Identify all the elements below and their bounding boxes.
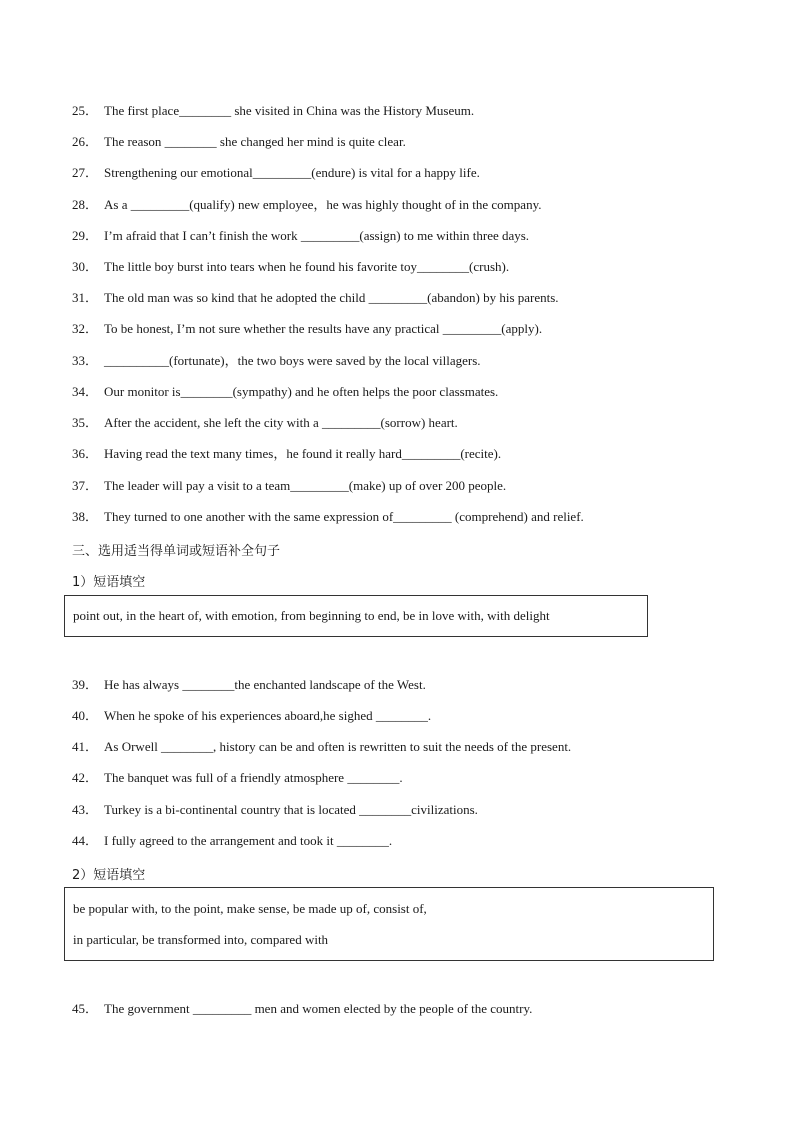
question-25: 25． The first place________ she visited in China was the History Museum. xyxy=(72,103,475,118)
question-45: 45． The government _________ men and women elected by the people of the country. xyxy=(72,1001,533,1016)
question-35: 35． After the accident, she left the city with a _________(sorrow) heart. xyxy=(72,415,458,430)
question-26: 26． The reason ________ she changed her mind is quite clear. xyxy=(72,134,406,149)
question-33: 33． __________(fortunate)，the two boys were saved by the local villagers. xyxy=(72,353,481,368)
question-42: 42． The banquet was full of a friendly atmosphere ________. xyxy=(72,770,403,785)
question-40: 40． When he spoke of his experiences aboard,he sighed ________. xyxy=(72,708,432,723)
question-38: 38． They turned to one another with the same expression of_________ (comprehend) and relief. xyxy=(72,509,584,524)
question-29: 29． I’m afraid that I can’t finish the work _________(assign) to me within three days. xyxy=(72,228,530,243)
question-39: 39． He has always ________the enchanted landscape of the West. xyxy=(72,677,426,692)
question-41: 41． As Orwell ________, history can be and often is rewritten to suit the needs of the present. xyxy=(72,739,572,754)
question-34: 34． Our monitor is________(sympathy) and he often helps the poor classmates. xyxy=(72,384,499,399)
question-43: 43． Turkey is a bi-continental country that is located ________civilizations. xyxy=(72,802,478,817)
question-31: 31． The old man was so kind that he adopted the child _________(abandon) by his parents. xyxy=(72,290,559,305)
question-36: 36． Having read the text many times，he found it really hard_________(recite). xyxy=(72,446,502,461)
question-27: 27． Strengthening our emotional_________(endure) is vital for a happy life. xyxy=(72,165,480,180)
part1-label: 1）短语填空 xyxy=(72,575,146,590)
word-bank-2-line-1: be popular with, to the point, make sense, be made up of, consist of, xyxy=(73,901,427,916)
question-32: 32． To be honest, I’m not sure whether the results have any practical _________(apply). xyxy=(72,321,543,336)
word-bank-box-2 xyxy=(64,887,714,961)
part2-label: 2）短语填空 xyxy=(72,868,146,883)
question-30: 30． The little boy burst into tears when he found his favorite toy________(crush). xyxy=(72,259,510,274)
word-bank-2-line-2: in particular, be transformed into, compared with xyxy=(73,932,329,947)
section-heading: 三、选用适当得单词或短语补全句子 xyxy=(72,544,281,559)
question-28: 28． As a _________(qualify) new employee，he was highly thought of in the company. xyxy=(72,197,542,212)
word-bank-1-text: point out, in the heart of, with emotion, from beginning to end, be in love with, with delight xyxy=(73,608,550,623)
word-bank-box-1 xyxy=(64,595,648,637)
question-44: 44． I fully agreed to the arrangement and took it ________. xyxy=(72,833,393,848)
question-37: 37． The leader will pay a visit to a team_________(make) up of over 200 people. xyxy=(72,478,507,493)
